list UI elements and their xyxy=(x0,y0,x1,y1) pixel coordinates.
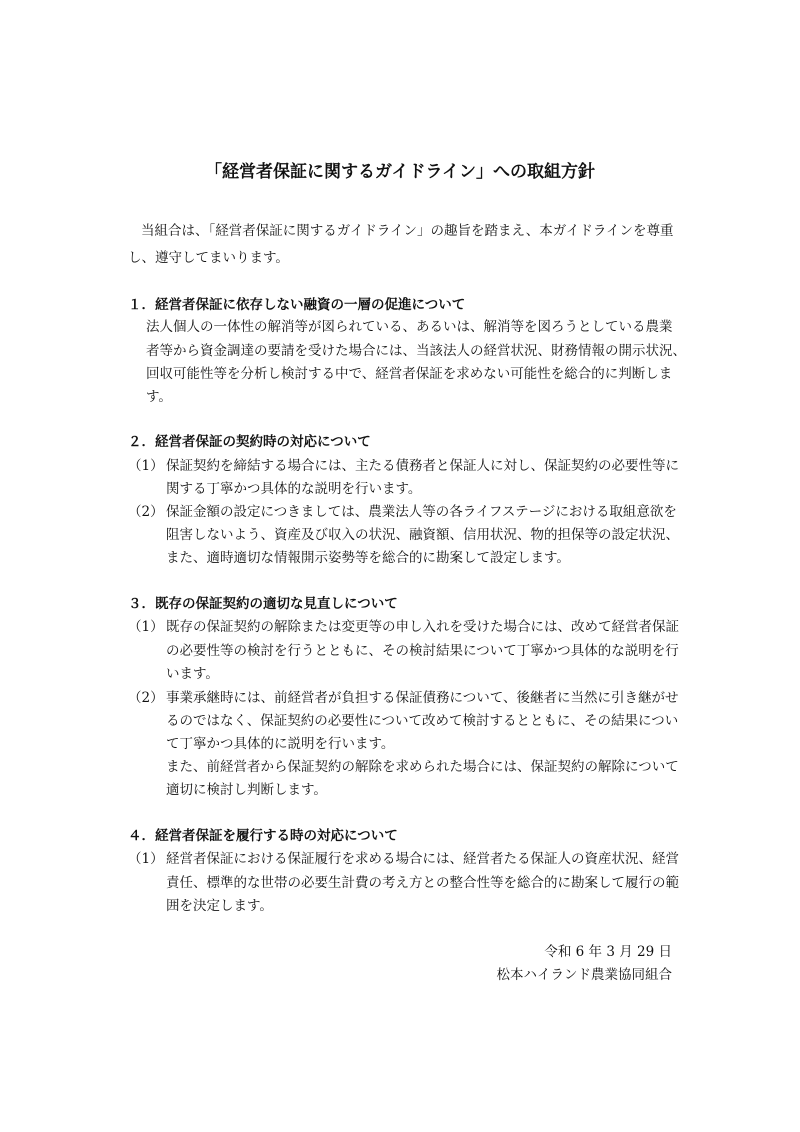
section-4-item-1-line-2: 責任、標準的な世帯の必要生計費の考え方との整合性等を総合的に勘案して履行の範 xyxy=(166,875,679,891)
section-4-item-1-marker: （1） xyxy=(128,851,164,867)
section-2-item-2-line-2: 阻害しないよう、資産及び収入の状況、融資額、信用状況、物的担保等の設定状況、 xyxy=(166,527,679,543)
section-2-item-1-line-2: 関する丁寧かつ具体的な説明を行います。 xyxy=(166,481,422,497)
section-4-item-1-line-3: 囲を決定します。 xyxy=(166,898,273,914)
section-3-item-2-line-1: 事業承継時には、前経営者が負担する保証債務について、後継者に当然に引き継がせ xyxy=(166,690,679,706)
section-1-line-4: す。 xyxy=(146,389,172,405)
section-3-item-1-line-1: 既存の保証契約の解除または変更等の申し入れを受けた場合には、改めて経営者保証 xyxy=(166,619,679,635)
section-2-item-2-line-1: 保証金額の設定につきましては、農業法人等の各ライフステージにおける取組意欲を xyxy=(166,504,677,520)
section-1-heading: １．経営者保証に依存しない融資の一層の促進について xyxy=(128,297,466,313)
section-3-item-2-marker: （2） xyxy=(128,690,164,706)
section-2-heading: ２．経営者保証の契約時の対応について xyxy=(128,434,371,450)
section-2-item-1-marker: （1） xyxy=(128,458,164,474)
section-3-item-1-line-3: います。 xyxy=(166,666,219,682)
section-4-item-1-line-1: 経営者保証における保証履行を求める場合には、経営者たる保証人の資産状況、経営 xyxy=(166,851,679,867)
document-date: 令和 6 年 3 月 29 日 xyxy=(544,944,672,960)
organization-name: 松本ハイランド農業協同組合 xyxy=(496,967,672,983)
section-3-item-1-line-2: の必要性等の検討を行うとともに、その検討結果について丁寧かつ具体的な説明を行 xyxy=(166,643,679,659)
section-1-line-3: 回収可能性等を分析し検討する中で、経営者保証を求めない可能性を総合的に判断しま xyxy=(146,366,673,382)
section-1-line-2: 者等から資金調達の要請を受けた場合には、当該法人の経営状況、財務情報の開示状況、 xyxy=(146,343,686,359)
section-2-item-2-line-3: また、適時適切な情報開示姿勢等を総合的に勘案して設定します。 xyxy=(166,550,570,566)
section-3-item-2-line-3: て丁寧かつ具体的に説明を行います。 xyxy=(166,736,395,752)
section-3-item-2-line-5: 適切に検討し判断します。 xyxy=(166,782,327,798)
section-3-item-1-marker: （1） xyxy=(128,619,164,635)
section-1-line-1: 法人個人の一体性の解消等が図られている、あるいは、解消等を図ろうとしている農業 xyxy=(146,319,673,335)
section-3-item-2-line-2: るのではなく、保証契約の必要性について改めて検討するとともに、その結果につい xyxy=(166,713,679,729)
section-3-item-2-line-4: また、前経営者から保証契約の解除を求められた場合には、保証契約の解除について xyxy=(166,759,679,775)
section-4-heading: ４．経営者保証を履行する時の対応について xyxy=(128,828,398,844)
section-3-heading: ３．既存の保証契約の適切な見直しについて xyxy=(128,596,398,612)
intro-line-1: 当組合は、「経営者保証に関するガイドライン」の趣旨を踏まえ、本ガイドラインを尊重 xyxy=(141,223,674,239)
document-title: 「経営者保証に関するガイドライン」への取組方針 xyxy=(205,162,595,182)
section-2-item-1-line-1: 保証契約を締結する場合には、主たる債務者と保証人に対し、保証契約の必要性等に xyxy=(166,458,679,474)
section-2-item-2-marker: （2） xyxy=(128,504,164,520)
intro-line-2: し、遵守してまいります。 xyxy=(128,250,289,266)
